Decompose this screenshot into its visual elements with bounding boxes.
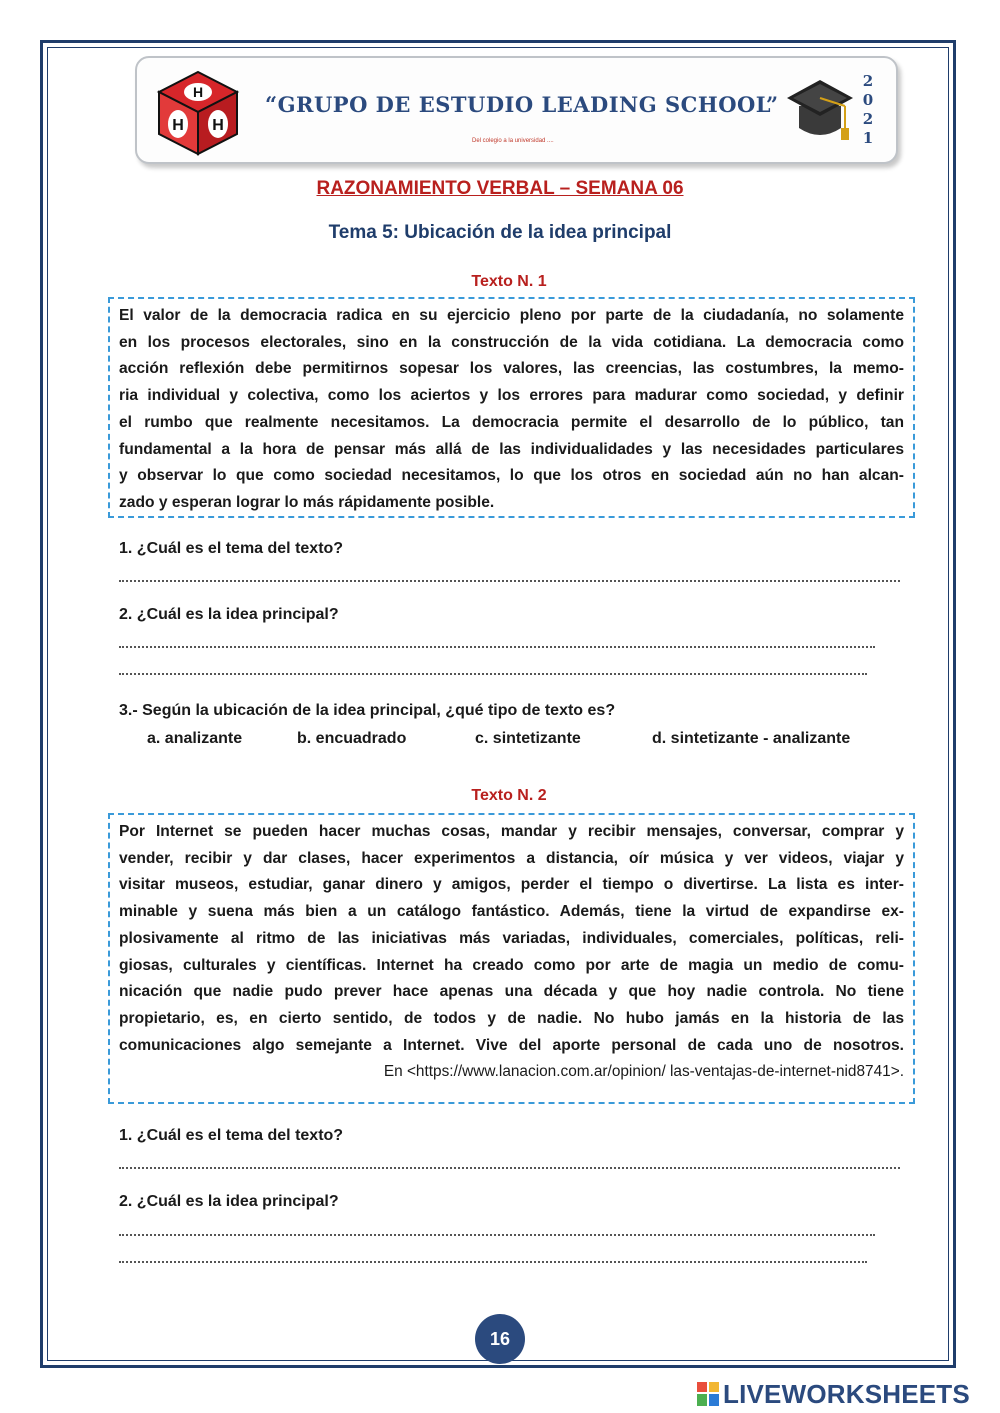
texto1-label: Texto N. 1	[471, 273, 547, 290]
texto1-line: y observar lo que como sociedad necesitamos, lo que los otros en sociedad aún no han alcan-	[119, 467, 904, 485]
school-slogan: Del colegio a la universidad ....	[472, 138, 554, 144]
texto1-line: acción reflexión debe permitirnos sopesar los valores, las creencias, las costumbres, la memo-	[119, 360, 904, 378]
question-2-idea: 2. ¿Cuál es la idea principal?	[119, 606, 339, 623]
school-name: “GRUPO DE ESTUDIO LEADING SCHOOL”	[265, 92, 779, 117]
school-year	[857, 72, 879, 148]
texto1-line: en los procesos electorales, sino en la construcción de la vida cotidiana. La democracia como	[119, 333, 904, 351]
option-b[interactable]: b. encuadrado	[297, 730, 407, 747]
texto1-line: fundamental a la hora de pensar más allá de las individualidades y las necesidades particulares	[119, 440, 904, 458]
texto1-line: ria individual y colectiva, como los aciertos y los errores para madurar como sociedad, y definir	[119, 387, 904, 405]
texto2-line: minable y suena más bien a un catálogo fantástico. Además, tiene la virtud de expandirse ex-	[119, 903, 904, 921]
texto2-line: propietario, es, en cierto sentido, de todos y de nadie. No hubo jamás en la historia de las	[119, 1009, 904, 1027]
option-d[interactable]: d. sintetizante - analizante	[652, 730, 851, 747]
year-digit: 0	[862, 91, 874, 109]
svg-text:H: H	[192, 84, 204, 100]
texto1-box	[108, 297, 915, 518]
liveworksheets-text: LIVEWORKSHEETS	[723, 1379, 970, 1409]
answer-line-2a[interactable]	[119, 646, 875, 648]
texto2-line: vender, recibir y dar clases, hacer experimentos a distancia, oír música y ver videos, viajar y	[119, 849, 904, 867]
page-number: 16	[475, 1314, 525, 1364]
answer-line-4a[interactable]	[119, 1234, 875, 1236]
texto1-line: El valor de la democracia radica en su ejercicio pleno por parte de la ciudadanía, no solamente	[119, 307, 904, 324]
texto2-line: comunicaciones algo semejante a Internet. Vive del aporte personal de cada uno de nosotros.	[119, 1036, 904, 1054]
worksheet-topic: Tema 5: Ubicación de la idea principal	[328, 222, 672, 243]
texto2-line: visitar museos, estudiar, ganar dinero y amigos, perder el tiempo o divertirse. La lista es inter-	[119, 876, 904, 894]
school-logo	[153, 68, 243, 158]
question-2-idea-texto2: 2. ¿Cuál es la idea principal?	[119, 1193, 339, 1210]
texto1-line: zado y esperan lograr lo más rápidamente posible.	[119, 493, 495, 511]
texto2-line: nicación que nadie pudo prever hace apenas una década y que hoy nadie controla. No tiene	[119, 983, 904, 1001]
answer-line-4b[interactable]	[119, 1261, 867, 1263]
texto2-line: Por Internet se pueden hacer muchas cosas, mandar y recibir mensajes, conversar, comprar y	[119, 823, 904, 840]
year-digit: 1	[862, 129, 874, 147]
worksheet-title	[0, 178, 1000, 200]
answer-line-3[interactable]	[119, 1167, 900, 1169]
question-1-tema: 1. ¿Cuál es el tema del texto?	[119, 540, 344, 557]
texto2-source: En <https://www.lanacion.com.ar/opinion/ las-ventajas-de-internet-nid8741>.	[383, 1063, 904, 1081]
texto2-line: giosas, culturales y científicas. Internet ha creado como por arte de magia un medio de comu-	[119, 956, 904, 974]
year-digit: 2	[862, 72, 874, 90]
question-3-tipo: 3.- Según la ubicación de la idea principal, ¿qué tipo de texto es?	[119, 702, 616, 719]
texto1-line: el rumbo que realmente necesitamos. La democracia permite el desarrollo de lo público, tan	[119, 413, 904, 431]
answer-line-1[interactable]	[119, 580, 900, 582]
texto2-box	[108, 813, 915, 1104]
liveworksheets-icon	[697, 1382, 719, 1406]
svg-text:H: H	[212, 117, 224, 134]
texto2-line: plosivamente al ritmo de las iniciativas más variadas, individuales, comerciales, políticas, reli-	[119, 929, 904, 947]
graduation-cap-icon	[785, 72, 855, 148]
school-header	[135, 56, 898, 164]
option-c[interactable]: c. sintetizante	[475, 730, 581, 747]
liveworksheets-brand	[697, 1379, 997, 1409]
question-1-tema-texto2: 1. ¿Cuál es el tema del texto?	[119, 1127, 344, 1144]
svg-text:H: H	[172, 117, 184, 134]
year-digit: 2	[862, 110, 874, 128]
option-a[interactable]: a. analizante	[147, 730, 243, 747]
worksheet-title-text: RAZONAMIENTO VERBAL – SEMANA 06	[316, 178, 684, 199]
answer-line-2b[interactable]	[119, 673, 867, 675]
texto2-label: Texto N. 2	[471, 787, 547, 804]
